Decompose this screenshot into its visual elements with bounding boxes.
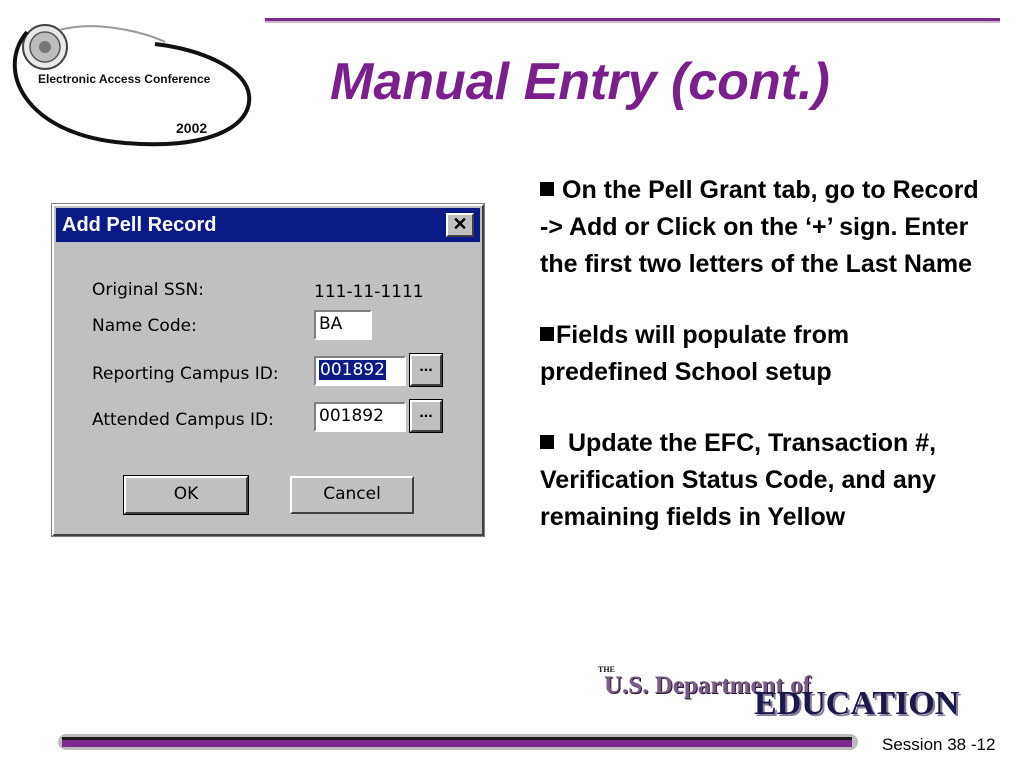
dialog-title: Add Pell Record <box>62 214 217 236</box>
reporting-campus-value: 001892 <box>320 360 385 380</box>
top-rule-shadow <box>265 21 1000 23</box>
attended-campus-label: Attended Campus ID: <box>92 410 274 430</box>
bottom-rule-edge <box>62 737 852 740</box>
ok-button[interactable]: OK <box>124 476 248 514</box>
attended-campus-field[interactable]: 001892 <box>314 402 406 432</box>
close-icon[interactable]: ✕ <box>446 213 474 237</box>
dialog-titlebar[interactable] <box>56 208 480 242</box>
bullet-item <box>540 172 980 283</box>
bullet-square-icon <box>540 435 554 449</box>
bullet-item <box>540 317 980 391</box>
reporting-campus-field[interactable] <box>314 356 406 386</box>
bullet-square-icon <box>540 327 554 341</box>
bullet-item <box>540 425 980 536</box>
seal-icon <box>23 25 67 69</box>
ed-logo-the: THE <box>598 665 615 674</box>
original-ssn-label: Original SSN: <box>92 280 204 300</box>
ed-logo-department: U.S. Department of <box>604 672 811 699</box>
cancel-button[interactable]: Cancel <box>290 476 414 514</box>
original-ssn-value: 111-11-1111 <box>314 282 424 302</box>
reporting-campus-browse-button[interactable]: ... <box>410 354 442 386</box>
bullet-text: Fields will populate from predefined School setup <box>540 321 850 386</box>
bullet-text: Update the EFC, Transaction #, Verification Status Code, and any remaining fields in Yellow <box>540 429 937 531</box>
conference-year: 2002 <box>176 120 208 136</box>
name-code-label: Name Code: <box>92 316 197 336</box>
reporting-campus-label: Reporting Campus ID: <box>92 364 279 384</box>
name-code-field[interactable]: BA <box>314 310 372 340</box>
bullet-text: On the Pell Grant tab, go to Record -> Add or Click on the ‘+’ sign. Enter the first two letters of the Last Name <box>540 176 979 278</box>
conference-name: Electronic Access Conference <box>38 72 211 86</box>
ed-logo-education: EDUCATION <box>754 685 960 722</box>
session-label: Session 38 -12 <box>882 735 996 754</box>
add-pell-record-dialog <box>52 204 484 536</box>
slide-title: Manual Entry (cont.) <box>330 53 830 111</box>
attended-campus-browse-button[interactable]: ... <box>410 400 442 432</box>
bullet-list <box>540 172 980 570</box>
bullet-square-icon <box>540 182 554 196</box>
